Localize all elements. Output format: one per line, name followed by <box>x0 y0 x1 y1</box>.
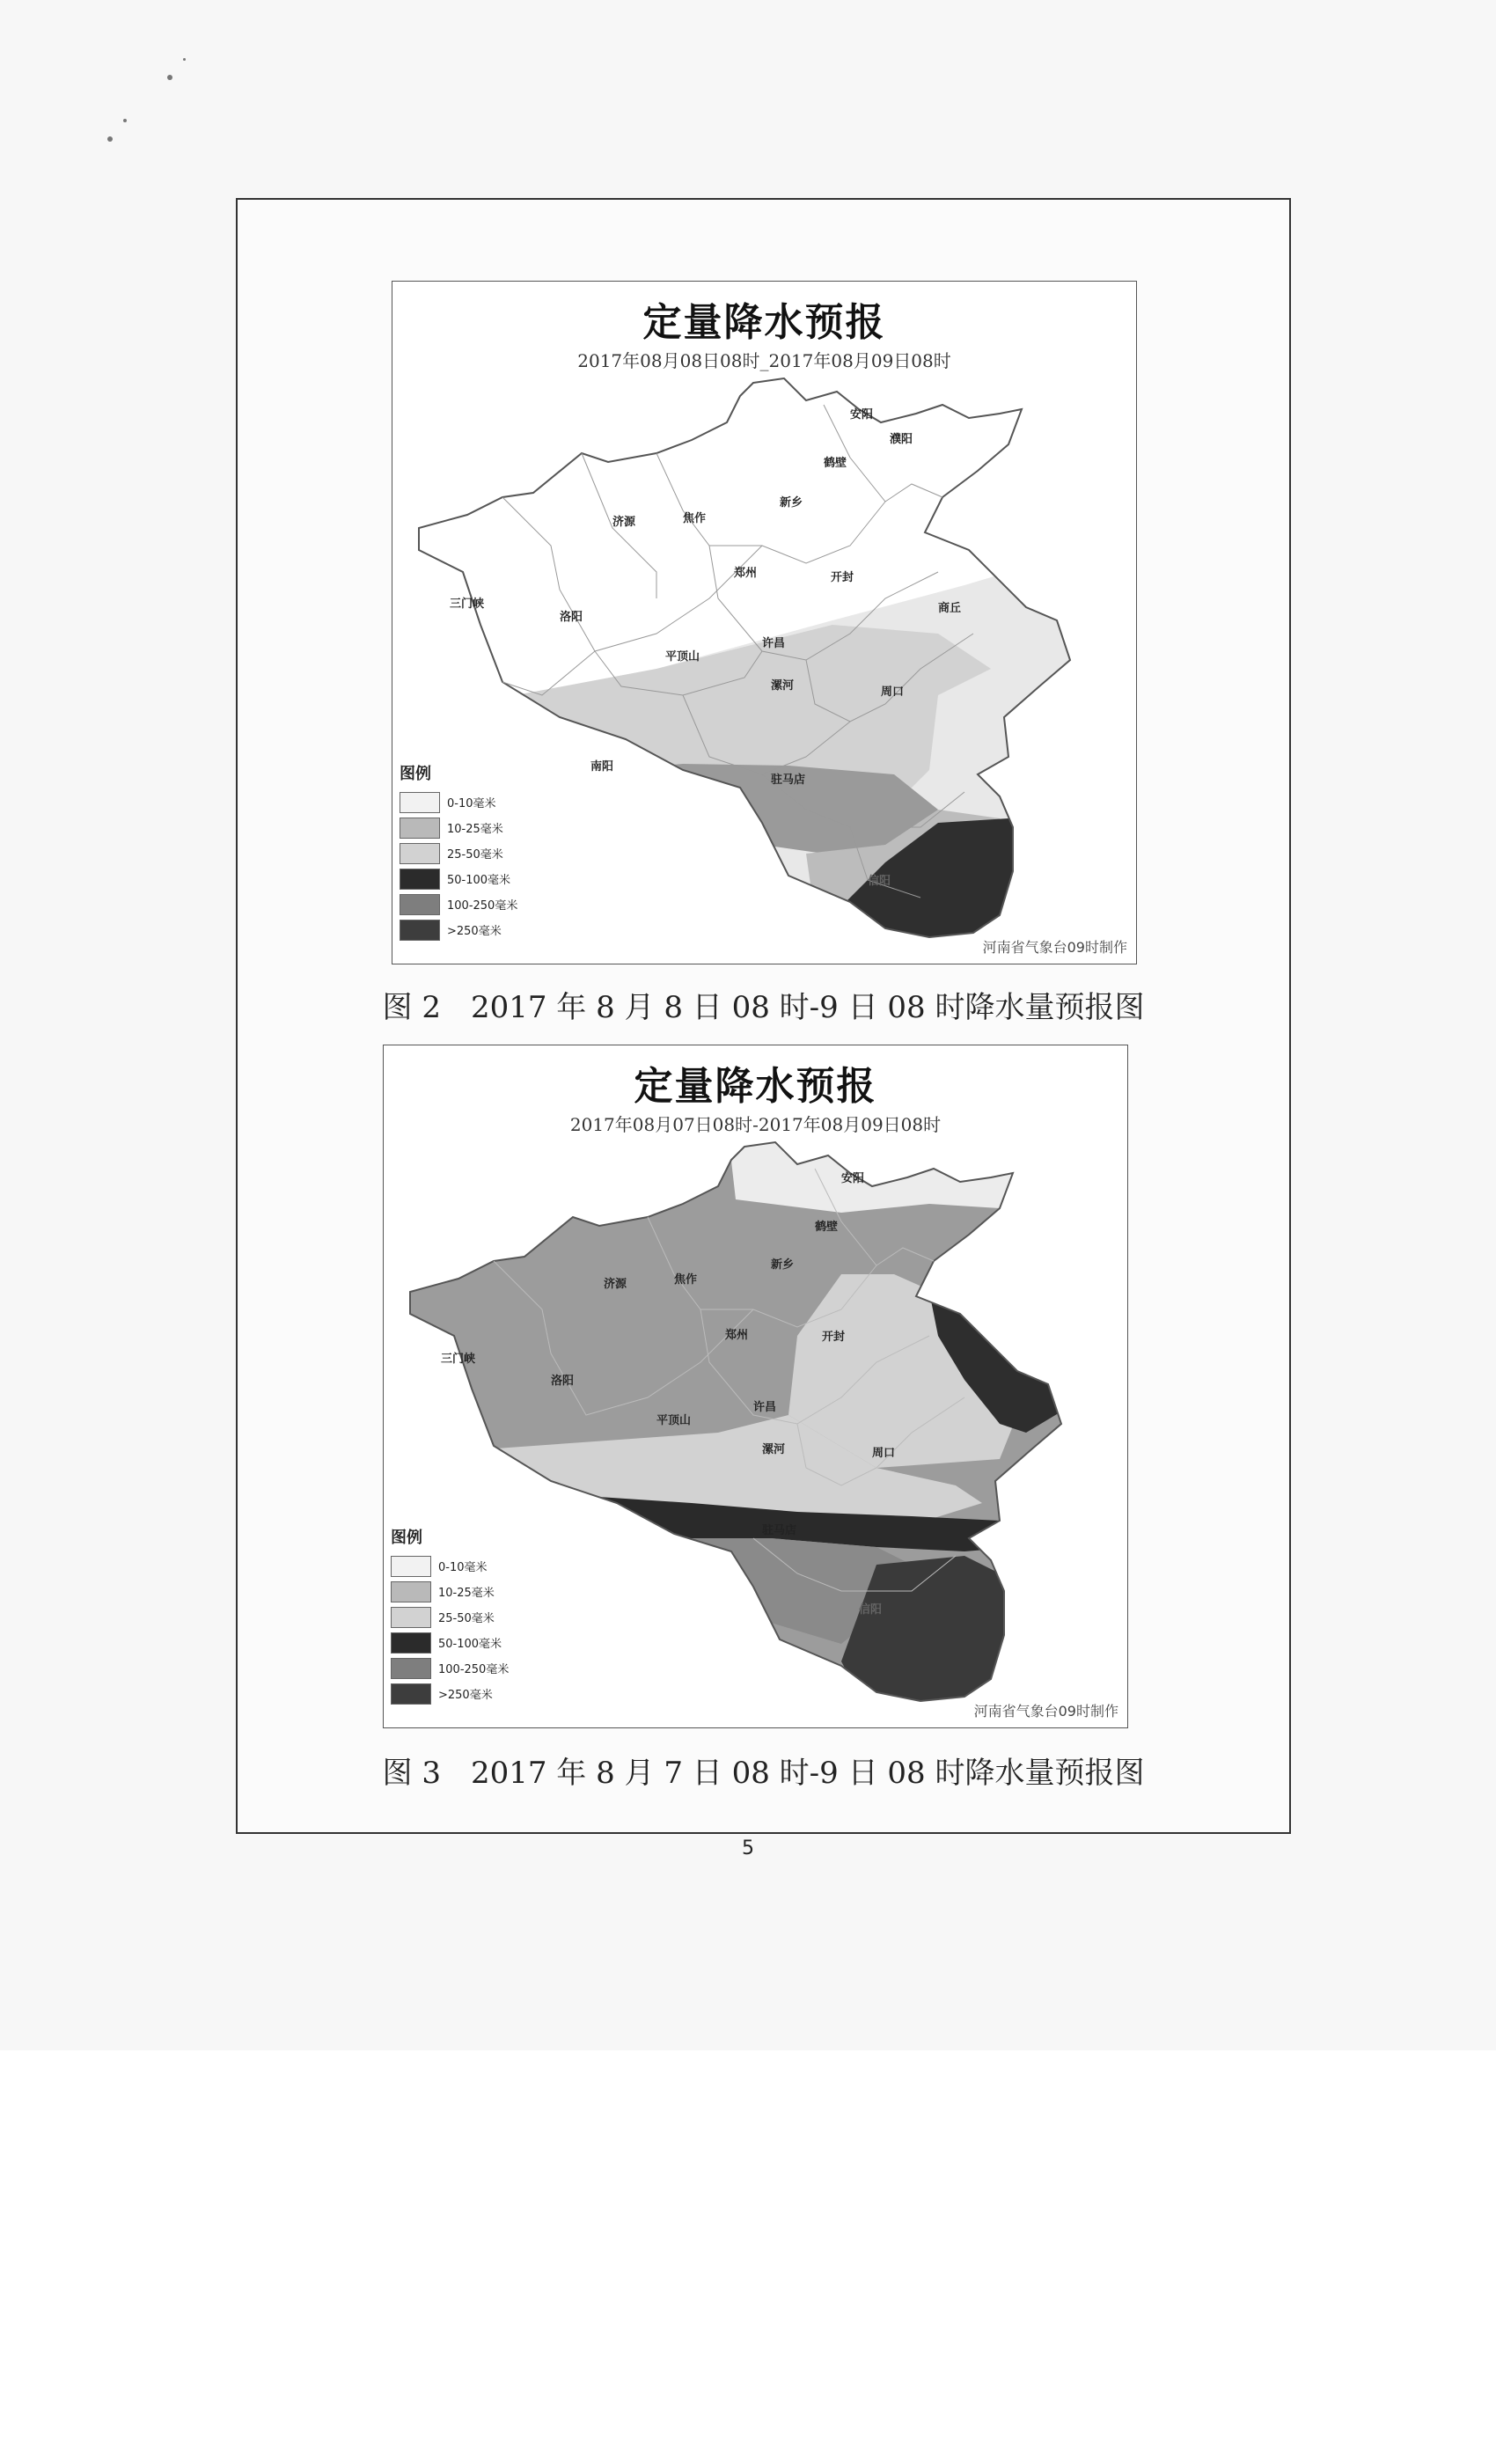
city-label: 周口 <box>881 686 905 699</box>
legend-label: 0-10毫米 <box>438 1561 488 1574</box>
legend-item <box>400 815 576 840</box>
legend-item <box>400 789 576 815</box>
city-label: 信阳 <box>868 875 891 888</box>
city-label: 濮阳 <box>890 433 913 446</box>
legend-label: >250毫米 <box>447 925 502 938</box>
city-label: 安阳 <box>850 408 874 422</box>
city-label: 漯河 <box>762 1443 786 1456</box>
city-label: 周口 <box>872 1447 896 1460</box>
legend-swatch <box>391 1658 431 1679</box>
map-subtitle: 2017年08月08日08时_2017年08月09日08时 <box>577 350 951 371</box>
legend-swatch <box>400 920 440 941</box>
legend-item <box>391 1630 567 1655</box>
legend-swatch <box>391 1607 431 1628</box>
city-label: 商丘 <box>938 602 962 615</box>
legend-label: 25-50毫米 <box>438 1612 495 1625</box>
city-label: 南阳 <box>590 760 614 774</box>
map-credit: 河南省气象台09时制作 <box>973 1703 1118 1720</box>
legend-swatch <box>391 1581 431 1602</box>
city-label: 郑州 <box>734 567 758 580</box>
legend-swatch <box>400 894 440 915</box>
page-number: 5 <box>742 1837 754 1859</box>
legend-item <box>400 866 576 891</box>
legend-item <box>400 917 576 942</box>
legend-label: 100-250毫米 <box>447 899 518 913</box>
city-label: 鹤壁 <box>815 1221 839 1234</box>
legend <box>391 1525 567 1706</box>
city-label: 洛阳 <box>551 1375 575 1388</box>
legend-label: 100-250毫米 <box>438 1663 510 1676</box>
city-label: 焦作 <box>674 1273 698 1287</box>
legend-title: 图例 <box>400 765 431 783</box>
city-label: 开封 <box>822 1331 846 1344</box>
legend-item <box>400 891 576 917</box>
precip-map-fig3 <box>383 1045 1128 1728</box>
city-label: 新乡 <box>780 496 803 510</box>
city-label: 许昌 <box>762 637 786 650</box>
city-label: 开封 <box>831 571 854 584</box>
map-title: 定量降水预报 <box>634 1064 877 1109</box>
city-label: 驻马店 <box>762 1524 797 1537</box>
city-label: 平顶山 <box>656 1414 692 1427</box>
legend-label: 50-100毫米 <box>447 874 511 887</box>
scan-speck <box>107 136 113 142</box>
figure-caption: 图 2 2017 年 8 月 8 日 08 时-9 日 08 时降水量预报图 <box>382 990 1145 1025</box>
legend-swatch <box>400 843 440 864</box>
figure-frame <box>236 198 1291 1834</box>
city-label: 三门峡 <box>441 1353 476 1366</box>
scan-speck <box>183 58 186 61</box>
city-label: 新乡 <box>771 1258 795 1272</box>
legend-label: 10-25毫米 <box>438 1587 495 1600</box>
legend-item <box>391 1553 567 1579</box>
city-label: 安阳 <box>841 1172 865 1185</box>
legend-item <box>391 1604 567 1630</box>
city-label: 洛阳 <box>560 611 583 624</box>
map-title: 定量降水预报 <box>642 300 886 345</box>
precip-map-fig2 <box>392 281 1137 964</box>
city-label: 许昌 <box>753 1401 777 1414</box>
city-label: 平顶山 <box>665 650 700 664</box>
legend-item <box>391 1579 567 1604</box>
figure-caption: 图 3 2017 年 8 月 7 日 08 时-9 日 08 时降水量预报图 <box>382 1756 1145 1791</box>
city-label: 驻马店 <box>771 774 806 787</box>
legend-swatch <box>391 1632 431 1654</box>
legend-label: 50-100毫米 <box>438 1638 502 1651</box>
city-label: 信阳 <box>859 1603 883 1617</box>
legend <box>400 761 576 942</box>
legend-label: 10-25毫米 <box>447 823 503 836</box>
map-credit: 河南省气象台09时制作 <box>982 939 1127 956</box>
scan-speck <box>167 75 172 80</box>
city-label: 焦作 <box>683 512 707 525</box>
legend-item <box>391 1681 567 1706</box>
legend-swatch <box>400 869 440 890</box>
legend-swatch <box>400 818 440 839</box>
city-label: 三门峡 <box>450 598 485 611</box>
legend-swatch <box>400 792 440 813</box>
legend-item <box>391 1655 567 1681</box>
legend-item <box>400 840 576 866</box>
map-subtitle: 2017年08月07日08时-2017年08月09日08时 <box>569 1114 942 1135</box>
city-label: 郑州 <box>725 1329 749 1342</box>
legend-swatch <box>391 1556 431 1577</box>
city-label: 漯河 <box>771 679 795 693</box>
legend-label: 0-10毫米 <box>447 797 496 810</box>
scan-speck <box>123 119 127 122</box>
legend-swatch <box>391 1683 431 1705</box>
city-label: 鹤壁 <box>824 457 847 470</box>
city-label: 济源 <box>612 516 636 529</box>
legend-label: >250毫米 <box>438 1689 493 1702</box>
city-label: 济源 <box>604 1278 627 1291</box>
legend-label: 25-50毫米 <box>447 848 503 862</box>
legend-title: 图例 <box>391 1529 422 1547</box>
